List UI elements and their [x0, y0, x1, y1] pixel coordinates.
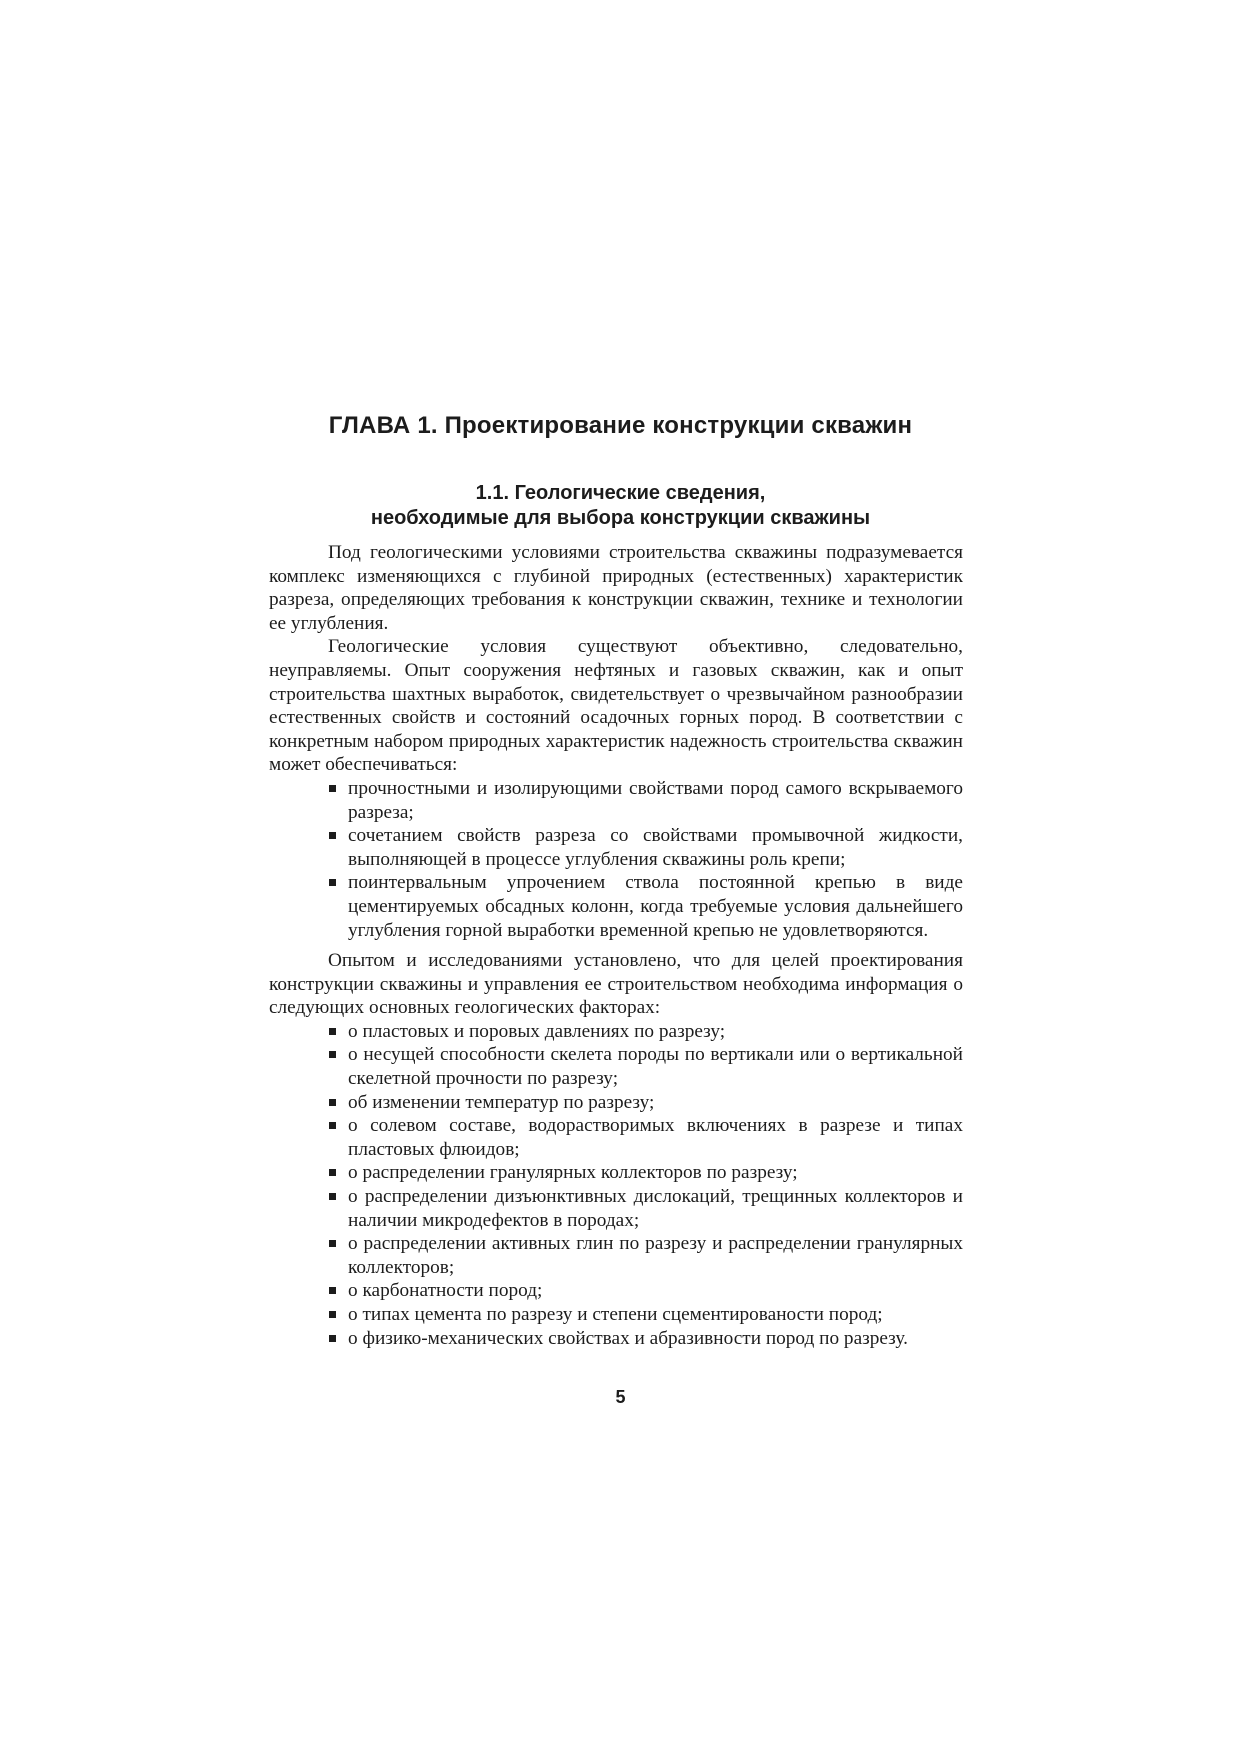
page-number: 5: [615, 1387, 626, 1407]
list-item: сочетанием свойств разреза со свойствами промывочной жидкости, выполняющей в процессе углубления скважины роль крепи;: [348, 825, 963, 870]
list-item: о солевом составе, водорастворимых включениях в разрезе и типах пластовых флюидов;: [348, 1115, 963, 1160]
list-item: о пластовых и поровых давлениях по разрезу;: [348, 1020, 963, 1044]
list-item: прочностными и изолирующими свойствами пород самого вскрываемого разреза;: [348, 777, 963, 823]
list-item: о типах цемента по разрезу и степени сцементированости пород;: [348, 1303, 963, 1327]
paragraph-1: Под геологическими условиями строительства скважины подразумевается комплекс изменяющихся с глубиной природных (естественных) характеристик разреза, определяющих требования к конструкции скважин, технике и технологии ее углубления.: [269, 542, 963, 634]
chapter-title: ГЛАВА 1. Проектирование конструкции скважин: [328, 412, 913, 439]
section-title: [0, 481, 1241, 531]
list-item: об изменении температур по разрезу;: [348, 1091, 963, 1115]
paragraph-2: Геологические условия существуют объективно, следовательно, неуправляемы. Опыт сооружения нефтяных и газовых скважин, как и опыт строительства шахтных выработок, свидетельствует о чрезвычайном разнообразии естественных свойств и состояний осадочных горных пород. В соответствии с конкретным набором природных характеристик надежность строительства скважин может обеспечиваться:: [269, 636, 963, 776]
bullet-list-1: [269, 777, 963, 942]
bullet-list-2: [269, 1020, 963, 1350]
paragraph-3: Опытом и исследованиями установлено, что для целей проектирования конструкции скважины и управления ее строительством необходима информация о следующих основных геологических факторах:: [269, 950, 963, 1019]
list-item: о несущей способности скелета породы по вертикали или о вертикальной скелетной прочности по разрезу;: [348, 1044, 963, 1090]
list-item: о распределении активных глин по разрезу и распределении гранулярных коллекторов;: [348, 1233, 963, 1278]
list-item: поинтервальным упрочением ствола постоянной крепью в виде цементируемых обсадных колонн, когда требуемые условия дальнейшего углубления горной выработки временной крепью не удовлетворяются.: [348, 872, 963, 941]
section-title-line-1: 1.1. Геологические сведения,: [475, 482, 766, 504]
list-item: о распределении гранулярных коллекторов по разрезу;: [348, 1161, 963, 1185]
list-item: о карбонатности пород;: [348, 1279, 963, 1303]
list-item: о физико-механических свойствах и абразивности пород по разрезу.: [348, 1327, 963, 1351]
body-text: [269, 541, 963, 1350]
list-item: о распределении дизъюнктивных дислокаций, трещинных коллекторов и наличии микродефектов в породах;: [348, 1186, 963, 1231]
section-title-line-2: необходимые для выбора конструкции скважины: [370, 507, 871, 529]
